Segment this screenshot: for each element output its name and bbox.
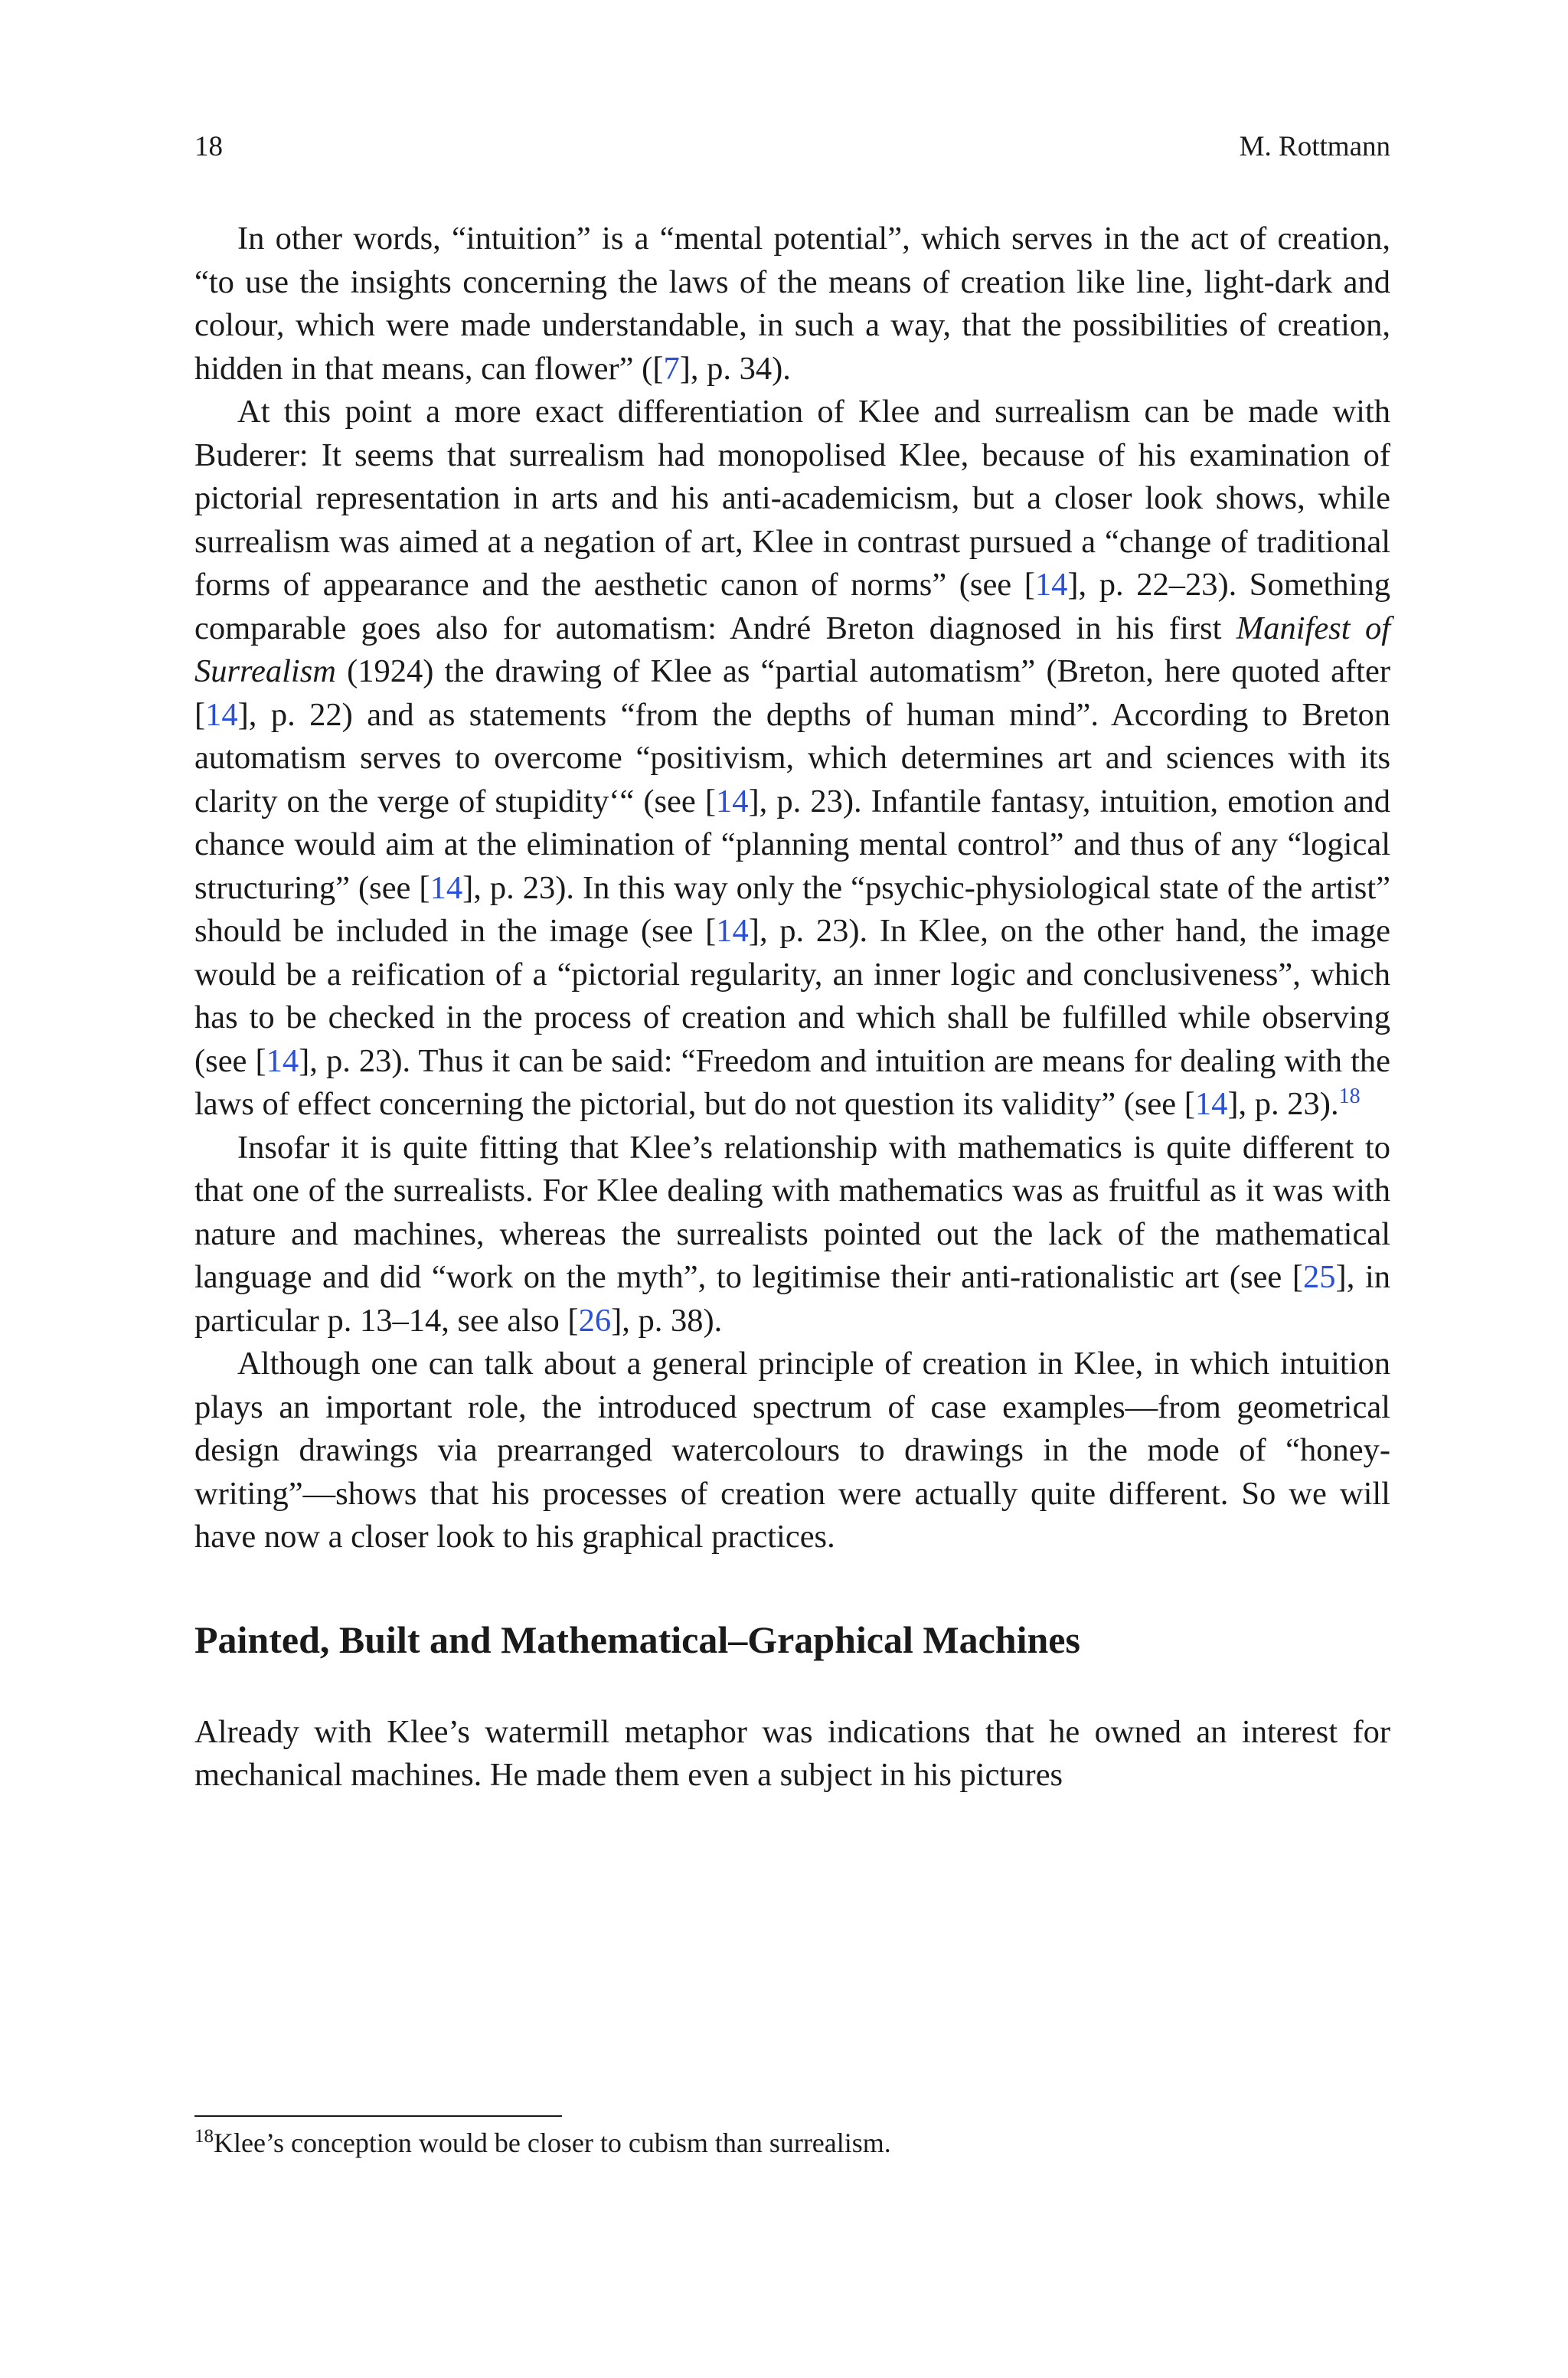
text-run: At this point a more exact differentiation of Klee and surrealism can be made with Buderer: It seems that surrealism had monopolised Klee, because of his examination of pictorial representation in arts and his anti-academicism, but a closer look shows, while surrealism was aimed at a negation of art, Klee in contrast pursued a “change of traditional forms of appearance and the aesthetic canon of norms” (see [ bbox=[194, 394, 1390, 603]
citation-link[interactable]: 14 bbox=[205, 696, 238, 733]
main-text bbox=[194, 218, 1390, 1797]
running-head-author: M. Rottmann bbox=[1239, 131, 1390, 162]
text-run: ], p. 22) and as statements “from the depths of human mind”. According to Breton automatism serves to overcome “positivism, which determines art and sciences with its clarity on the verge of stupidity‘“ (see [ bbox=[194, 696, 1390, 819]
text-run: ], p. 23). In Klee, on the other hand, the image would be a reification of a “pictorial regularity, an inner logic and conclusiveness”, which has to be checked in the process of creation and which shall be fulfilled while observing (see [ bbox=[194, 913, 1391, 1079]
citation-link[interactable]: 14 bbox=[1194, 1086, 1228, 1122]
page-header bbox=[194, 129, 1390, 165]
italic-title: Manifest of Surrealism bbox=[194, 610, 1390, 689]
paragraph-1 bbox=[194, 218, 1390, 391]
footnote bbox=[194, 2124, 1390, 2161]
text-run: ], p. 23). bbox=[1227, 1086, 1339, 1122]
footnote-divider bbox=[194, 2115, 562, 2117]
text-run: In other words, “intuition” is a “mental potential”, which serves in the act of creation, “to use the insights concerning the laws of the means of creation like line, light-dark and colour, which were made understandable, in such a way, that the possibilities of creation, hidden in that means, can flower” ([ bbox=[194, 221, 1390, 387]
paragraph-2 bbox=[194, 391, 1390, 1127]
footnote-text: Klee’s conception would be closer to cubism than surrealism. bbox=[214, 2128, 891, 2158]
footnote-number: 18 bbox=[194, 2126, 214, 2147]
citation-link[interactable]: 14 bbox=[1034, 567, 1068, 603]
citation-link[interactable]: 14 bbox=[716, 783, 749, 819]
citation-link[interactable]: 25 bbox=[1303, 1259, 1336, 1295]
text-run: ], p. 38). bbox=[611, 1302, 723, 1339]
text-run: ], p. 23). Thus it can be said: “Freedom and intuition are means for dealing with the laws of effect concerning the pictorial, but do not question its validity” (see [ bbox=[194, 1042, 1390, 1122]
text-run: ], p. 22–23). Something comparable goes also for automatism: André Breton diagnosed in his first bbox=[194, 567, 1390, 646]
text-run: ], p. 23). In this way only the “psychic-physiological state of the artist” should be included in the image (see [ bbox=[194, 869, 1390, 949]
footnote-marker[interactable]: 18 bbox=[1338, 1084, 1361, 1108]
section-heading: Painted, Built and Mathematical–Graphical Machines bbox=[194, 1617, 1080, 1661]
text-run: ], in particular p. 13–14, see also [ bbox=[194, 1259, 1390, 1339]
paragraph-4 bbox=[194, 1343, 1390, 1559]
text-run: (1924) the drawing of Klee as “partial automatism” (Breton, here quoted after [ bbox=[194, 653, 1390, 733]
citation-link[interactable]: 14 bbox=[716, 913, 749, 949]
citation-link[interactable]: 7 bbox=[663, 350, 680, 387]
text-run: Already with Klee’s watermill metaphor was indications that he owned an interest for mechanical machines. He made them even a subject in his pictures bbox=[194, 1713, 1390, 1793]
citation-link[interactable]: 26 bbox=[578, 1302, 612, 1339]
text-run: ], p. 23). Infantile fantasy, intuition, emotion and chance would aim at the elimination of “planning mental control” and thus of any “logical structuring” (see [ bbox=[194, 783, 1390, 906]
paragraph-3 bbox=[194, 1127, 1390, 1343]
text-run: Insofar it is quite fitting that Klee’s relationship with mathematics is quite different to that one of the surrealists. For Klee dealing with mathematics was as fruitful as it was with nature and machines, whereas the surrealists pointed out the lack of the mathematical language and did “work on the myth”, to legitimise their anti-rationalistic art (see [ bbox=[194, 1129, 1390, 1295]
text-run: ], p. 34). bbox=[679, 350, 791, 387]
citation-link[interactable]: 14 bbox=[266, 1042, 299, 1079]
page-number: 18 bbox=[194, 131, 223, 162]
text-run: Although one can talk about a general principle of creation in Klee, in which intuition plays an important role, the introduced spectrum of case examples—from geometrical design drawings via prearranged watercolours to drawings in the mode of “honey-writing”—shows that his processes of creation were actually quite different. So we will have now a closer look to his graphical practices. bbox=[194, 1346, 1390, 1555]
paragraph-5 bbox=[194, 1711, 1390, 1797]
citation-link[interactable]: 14 bbox=[430, 869, 463, 906]
